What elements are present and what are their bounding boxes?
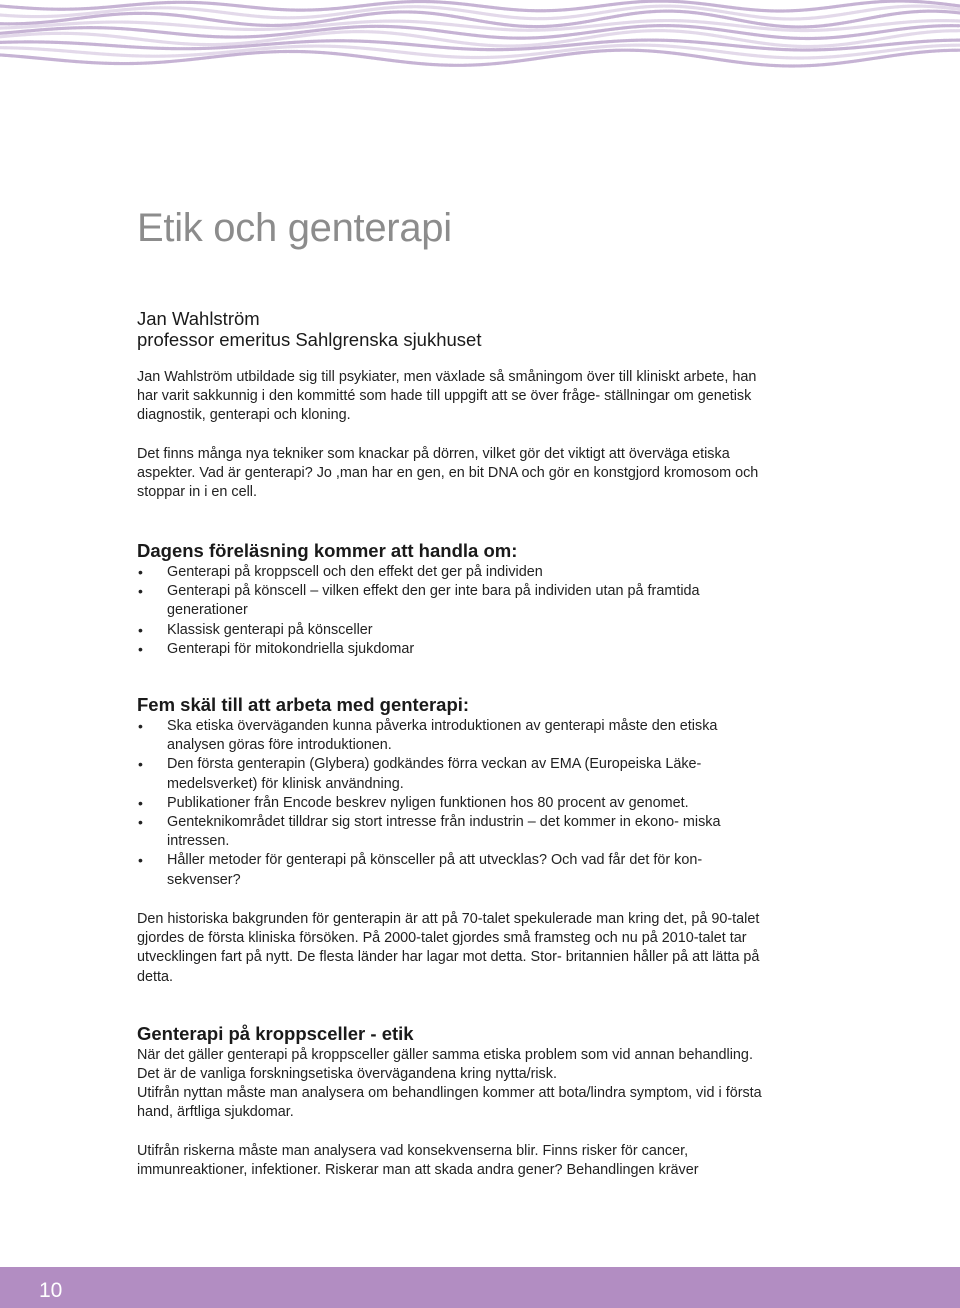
list-item: • Genterapi för mitokondriella sjukdomar bbox=[137, 640, 777, 659]
list-item: • Klassisk genterapi på könsceller bbox=[137, 621, 777, 640]
intro-paragraph-2: Det finns många nya tekniker som knackar på dörren, vilket gör det viktigt att överväga etiska aspekter. Vad är genterapi? Jo ,man har en gen, en bit DNA och gör en konstgjord kromosom och stoppar in i en cell. bbox=[137, 446, 759, 501]
list-item: • Håller metoder för genterapi på könsceller på att utvecklas? Och vad får det för kon- sekvenser? bbox=[137, 851, 777, 889]
list-item: • Genterapi på könscell – vilken effekt den ger inte bara på individen utan på framtida generationer bbox=[137, 582, 777, 620]
section-heading-reasons: Fem skäl till att arbeta med genterapi: bbox=[137, 694, 470, 715]
reasons-list bbox=[137, 717, 777, 890]
page-number: 10 bbox=[39, 1279, 63, 1302]
author-role: professor emeritus Sahlgrenska sjukhuset bbox=[137, 329, 482, 350]
lecture-topics-list bbox=[137, 563, 777, 659]
somatic-paragraph-2: Utifrån nyttan måste man analysera om behandlingen kommer att bota/lindra symptom, vid i första hand, ärftliga sjukdomar. bbox=[137, 1085, 762, 1121]
list-item: • Publikationer från Encode beskrev nyligen funktionen hos 80 procent av genomet. bbox=[137, 794, 777, 813]
section-heading-lecture: Dagens föreläsning kommer att handla om: bbox=[137, 540, 518, 561]
page-title: Etik och genterapi bbox=[137, 206, 452, 250]
somatic-paragraph-3: Utifrån riskerna måste man analysera vad konsekvenserna blir. Finns risker för cancer, immunreaktioner, infektioner. Riskerar man att skada andra gener? Behandlingen kräver bbox=[137, 1143, 699, 1179]
author-name: Jan Wahlström bbox=[137, 308, 260, 329]
history-paragraph: Den historiska bakgrunden för genterapin är att på 70-talet spekulerade man kring det, på 90-talet gjordes de första kliniska försöken. På 2000-talet gjordes små framsteg och nu på 2010-talet tar utvecklingen fart på nytt. De flesta länder har lagar mot detta. Stor- britannien håller på att lätta på detta. bbox=[137, 911, 760, 985]
section-heading-somatic-ethics: Genterapi på kroppsceller - etik bbox=[137, 1023, 414, 1044]
list-item: • Ska etiska överväganden kunna påverka introduktionen av genterapi måste den etiska analysen göras före introduktionen. bbox=[137, 717, 777, 755]
intro-paragraph-1: Jan Wahlström utbildade sig till psykiater, men växlade så småningom över till kliniskt arbete, han har varit sakkunnig i den kommitté som hade till uppgift att se över fråge- ställningar om genetisk diagnostik, genterapi och kloning. bbox=[137, 369, 757, 424]
header-wave-decoration bbox=[0, 0, 960, 75]
author-block bbox=[137, 308, 481, 350]
list-item: • Den första genterapin (Glybera) godkändes förra veckan av EMA (Europeiska Läke- medelsverket) för klinisk användning. bbox=[137, 755, 777, 793]
somatic-paragraph-1: När det gäller genterapi på kroppsceller gäller samma etiska problem som vid annan behandling. Det är de vanliga forskningsetiska övervägandena kring nytta/risk. bbox=[137, 1047, 753, 1083]
list-item: • Genteknikområdet tilldrar sig stort intresse från industrin – det kommer in ekono- miska intressen. bbox=[137, 813, 777, 851]
footer-bar bbox=[0, 1267, 960, 1308]
list-item: • Genterapi på kroppscell och den effekt det ger på individen bbox=[137, 563, 777, 582]
